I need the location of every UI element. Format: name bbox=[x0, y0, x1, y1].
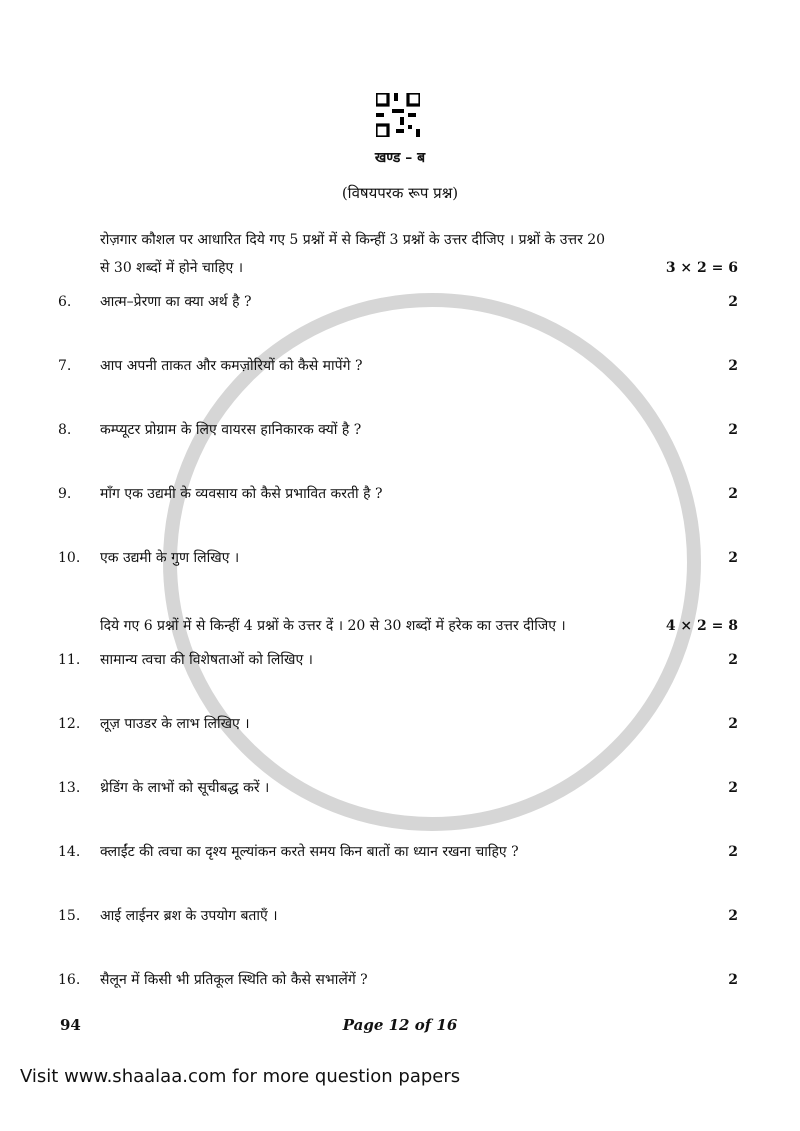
question-number: 15. bbox=[58, 908, 81, 924]
section-subtitle: (विषयपरक रूप प्रश्न) bbox=[341, 184, 459, 202]
question-text: आप अपनी ताकत और कमज़ोरियों को कैसे मापेंगे ? bbox=[100, 358, 363, 374]
question-item bbox=[58, 968, 738, 992]
question-marks: 2 bbox=[728, 422, 738, 438]
instruction-block bbox=[58, 614, 738, 638]
question-item bbox=[58, 904, 738, 928]
question-item bbox=[58, 418, 738, 442]
question-marks: 2 bbox=[728, 652, 738, 668]
question-number: 11. bbox=[58, 652, 81, 668]
question-text: आत्म–प्रेरणा का क्या अर्थ है ? bbox=[100, 294, 252, 310]
visit-link[interactable]: Visit www.shaalaa.com for more question papers bbox=[20, 1066, 461, 1087]
question-text: कम्प्यूटर प्रोग्राम के लिए वायरस हानिकारक क्यों है ? bbox=[100, 422, 362, 438]
question-item bbox=[58, 648, 738, 672]
question-number: 8. bbox=[58, 422, 72, 438]
question-text: क्लाईंट की त्वचा का दृश्य मूल्यांकन करते समय किन बातों का ध्यान रखना चाहिए ? bbox=[100, 844, 519, 860]
question-text: लूज़ पाउडर के लाभ लिखिए । bbox=[100, 716, 250, 732]
question-marks: 2 bbox=[728, 716, 738, 732]
question-item bbox=[58, 354, 738, 378]
instruction-block bbox=[58, 256, 738, 280]
question-item bbox=[58, 712, 738, 736]
question-marks: 2 bbox=[728, 908, 738, 924]
section-marks: 3 × 2 = 6 bbox=[665, 260, 738, 276]
section-title: खण्ड – ब bbox=[374, 150, 426, 166]
question-marks: 2 bbox=[728, 486, 738, 502]
question-marks: 2 bbox=[728, 294, 738, 310]
question-text: सैलून में किसी भी प्रतिकूल स्थिति को कैसे सभालेंगें ? bbox=[100, 972, 368, 988]
question-item bbox=[58, 546, 738, 570]
page-number: Page 12 of 16 bbox=[342, 1016, 458, 1034]
question-marks: 2 bbox=[728, 780, 738, 796]
question-marks: 2 bbox=[728, 972, 738, 988]
question-number: 14. bbox=[58, 844, 81, 860]
question-text: एक उद्यमी के गुण लिखिए । bbox=[100, 550, 240, 566]
section-marks: 4 × 2 = 8 bbox=[665, 618, 738, 634]
question-number: 6. bbox=[58, 294, 72, 310]
instruction-line: रोज़गार कौशल पर आधारित दिये गए 5 प्रश्नों में से किन्हीं 3 प्रश्नों के उत्तर दीजिए । प्रश्नों के उत्तर 20 bbox=[100, 232, 606, 248]
question-number: 7. bbox=[58, 358, 72, 374]
question-item bbox=[58, 290, 738, 314]
question-item bbox=[58, 776, 738, 800]
qr-code-icon bbox=[376, 93, 420, 137]
question-number: 12. bbox=[58, 716, 81, 732]
instruction-line: दिये गए 6 प्रश्नों में से किन्हीं 4 प्रश्नों के उत्तर दें । 20 से 30 शब्दों में हरेक का उत्तर दीजिए । bbox=[100, 618, 566, 634]
question-item bbox=[58, 840, 738, 864]
question-number: 10. bbox=[58, 550, 81, 566]
question-marks: 2 bbox=[728, 358, 738, 374]
paper-code: 94 bbox=[60, 1016, 81, 1034]
question-number: 9. bbox=[58, 486, 72, 502]
question-number: 13. bbox=[58, 780, 81, 796]
question-text: आई लाईनर ब्रश के उपयोग बताएँ । bbox=[100, 908, 278, 924]
instruction-block bbox=[58, 228, 738, 252]
question-text: माँग एक उद्यमी के व्यवसाय को कैसे प्रभावित करती है ? bbox=[100, 486, 383, 502]
question-item bbox=[58, 482, 738, 506]
instruction-line: से 30 शब्दों में होने चाहिए । bbox=[100, 260, 244, 276]
question-marks: 2 bbox=[728, 550, 738, 566]
question-marks: 2 bbox=[728, 844, 738, 860]
question-number: 16. bbox=[58, 972, 81, 988]
question-text: सामान्य त्वचा की विशेषताओं को लिखिए । bbox=[100, 652, 313, 668]
question-text: थ्रेडिंग के लाभों को सूचीबद्ध करें । bbox=[100, 780, 270, 796]
